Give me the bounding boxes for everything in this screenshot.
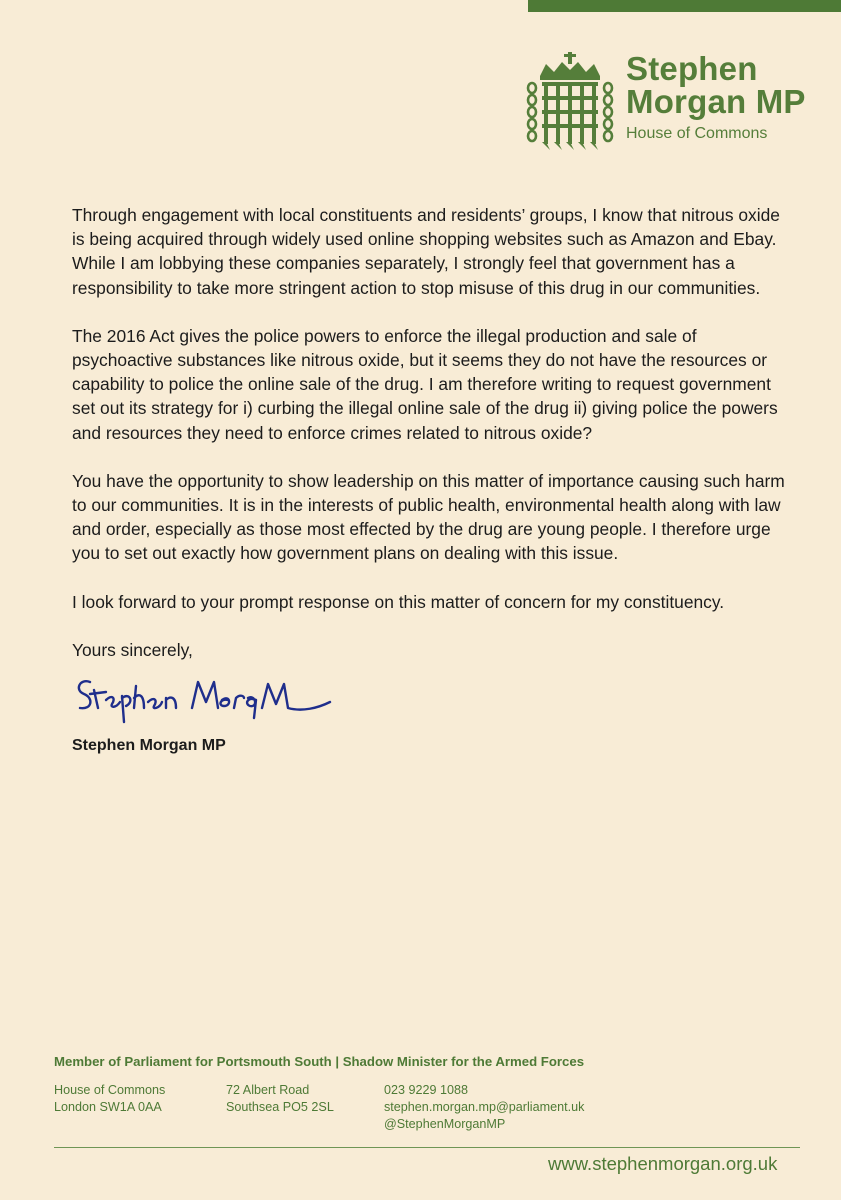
twitter-handle: @StephenMorganMP — [384, 1117, 506, 1131]
footer-contact-details — [384, 1082, 644, 1133]
top-accent-bar — [528, 0, 841, 12]
footer-contact — [54, 1082, 644, 1133]
address-line: Southsea PO5 2SL — [226, 1100, 334, 1114]
footer-constituency-address — [226, 1082, 384, 1133]
address-line: House of Commons — [54, 1083, 166, 1097]
handwritten-signature — [72, 668, 332, 724]
letter-paragraph: The 2016 Act gives the police powers to enforce the illegal production and sale of psychoactive substances like nitrous oxide, but it seems they do not have the resources or capability to police the online sale of the drug. I am therefore writing to request government set out its strategy for i) curbing the illegal online sale of the drug ii) giving police the powers and resources they need to enforce crimes related to nitrous oxide? — [72, 325, 778, 443]
footer-divider — [54, 1147, 800, 1148]
letter-closing: Yours sincerely, — [72, 639, 193, 660]
letter-paragraph: I look forward to your prompt response on this matter of concern for my constituency. — [72, 591, 725, 612]
footer-title: Member of Parliament for Portsmouth South | Shadow Minister for the Armed Forces — [54, 1054, 585, 1069]
address-line: London SW1A 0AA — [54, 1100, 162, 1114]
website-link: www.stephenmorgan.org.uk — [548, 1153, 778, 1174]
logo-text — [626, 52, 806, 143]
letter-paragraph: You have the opportunity to show leadership on this matter of importance causing such harm to our communities. It is in the interests of public health, environmental health along with law and order, especially as those most effected by the drug are young people. I therefore urge you to set out exactly how government plans on dealing with this issue. — [72, 470, 785, 564]
letter-paragraph: Through engagement with local constituents and residents’ groups, I know that nitrous oxide is being acquired through widely used online shopping websites such as Amazon and Ebay. While I am lobbying these companies separately, I strongly feel that government has a responsibility to take more stringent action to stop misuse of this drug in our communities. — [72, 205, 780, 298]
letter-body — [72, 203, 792, 758]
logo-name-line2: Morgan MP — [626, 83, 806, 120]
logo-name-line1: Stephen — [626, 50, 758, 87]
logo-subtitle: House of Commons — [626, 125, 768, 142]
signee-name: Stephen Morgan MP — [72, 737, 226, 755]
email-address: stephen.morgan.mp@parliament.uk — [384, 1100, 585, 1114]
portcullis-icon — [526, 52, 614, 150]
footer-westminster-address — [54, 1082, 226, 1133]
phone-number: 023 9229 1088 — [384, 1083, 469, 1097]
address-line: 72 Albert Road — [226, 1083, 310, 1097]
header-logo — [526, 52, 806, 150]
